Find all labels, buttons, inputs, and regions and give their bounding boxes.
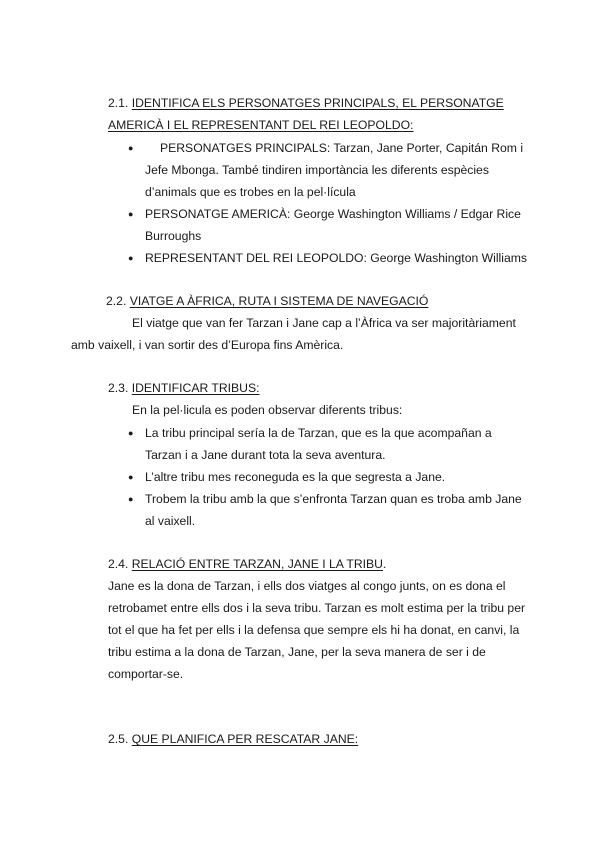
section-2-1-heading <box>108 95 504 111</box>
list-item-continued: Burroughs <box>145 229 202 243</box>
list-item-continued: d’animals que es trobes en la pel·lícula <box>145 185 356 199</box>
section-number: 2.2. <box>106 294 127 308</box>
section-2-3-heading <box>108 380 260 396</box>
section-number: 2.1. <box>108 96 129 110</box>
paragraph-line: retrobamet entre ells dos i la seva tribu. Tarzan es molt estima per la tribu per <box>108 601 526 615</box>
bullet-icon: ● <box>128 143 134 153</box>
section-title-period: . <box>383 557 387 571</box>
paragraph-line: El viatge que van fer Tarzan i Jane cap a l’Àfrica va ser majoritàriament <box>132 316 516 330</box>
section-number: 2.5. <box>108 732 129 746</box>
paragraph-line: comportar-se. <box>108 667 184 681</box>
list-item: La tribu principal sería la de Tarzan, que es la que acompañan a <box>145 426 492 440</box>
list-item-continued: Tarzan i a Jane durant tota la seva aventura. <box>145 448 386 462</box>
section-number: 2.3. <box>108 381 129 395</box>
list-item: L’altre tribu mes reconeguda es la que segresta a Jane. <box>145 470 446 484</box>
bullet-icon: ● <box>128 253 134 263</box>
section-title-continued: AMERICÀ I EL REPRESENTANT DEL REI LEOPOLDO: <box>108 118 414 132</box>
paragraph-line: En la pel·licula es poden observar diferents tribus: <box>132 403 403 417</box>
list-item-continued: Jefe Mbonga. També tindiren importància les diferents espècies <box>145 163 489 177</box>
list-item: PERSONATGE AMERICÀ: George Washington Williams / Edgar Rice <box>145 207 521 221</box>
section-2-5-heading <box>108 731 358 747</box>
list-item: PERSONATGES PRINCIPALS: Tarzan, Jane Porter, Capitán Rom i <box>160 141 524 155</box>
section-title: IDENTIFICAR TRIBUS: <box>131 381 260 395</box>
paragraph-line: tribu estima a la dona de Tarzan, Jane, per la seva manera de ser i de <box>108 645 486 659</box>
bullet-icon: ● <box>128 428 134 438</box>
section-title: QUE PLANIFICA PER RESCATAR JANE: <box>131 732 359 746</box>
section-title: IDENTIFICA ELS PERSONATGES PRINCIPALS, EL PERSONATGE <box>131 96 504 110</box>
bullet-icon: ● <box>128 494 134 504</box>
paragraph-line: Jane es la dona de Tarzan, i ells dos viatges al congo junts, on es dona el <box>108 579 506 593</box>
section-title: RELACIÓ ENTRE TARZAN, JANE I LA TRIBU <box>131 557 383 571</box>
section-2-4-heading <box>108 556 386 572</box>
paragraph-line: tot el que ha fet per ells i la defensa que sempre els hi ha donat, en canvi, la <box>108 623 520 637</box>
list-item-continued: al vaixell. <box>145 514 196 528</box>
bullet-icon: ● <box>128 472 134 482</box>
list-item: REPRESENTANT DEL REI LEOPOLDO: George Washington Williams <box>145 251 527 265</box>
bullet-icon: ● <box>128 209 134 219</box>
list-item: Trobem la tribu amb la que s’enfronta Tarzan quan es troba amb Jane <box>145 492 522 506</box>
section-number: 2.4. <box>108 557 129 571</box>
section-2-2-heading <box>106 293 428 309</box>
paragraph-line: amb vaixell, i van sortir des d’Europa fins Amèrica. <box>71 338 344 352</box>
section-title: VIATGE A ÀFRICA, RUTA I SISTEMA DE NAVEGACIÓ <box>129 294 429 308</box>
